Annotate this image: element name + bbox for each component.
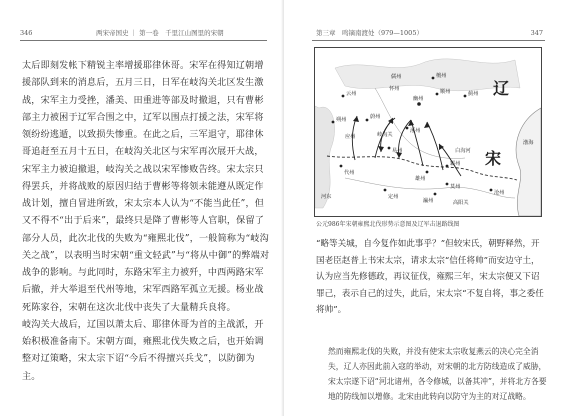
map-label-yizhou: 易州 bbox=[392, 148, 403, 154]
historical-map bbox=[314, 47, 542, 217]
right-body-text bbox=[316, 236, 548, 319]
arrow-head-6 bbox=[353, 116, 359, 122]
map-label-bazhou: 霸州 bbox=[450, 161, 461, 167]
map-label-yingzhou: 瀛州 bbox=[423, 198, 434, 204]
quote-paragraph-1: 然而雍熙北伐的失败，并没有使宋太宗收复燕云的决心完全消失，辽人亦因此前入寇的举动，对宋朝的北方防线造成了威胁，宋太宗遂下诏“河北诸州，各令修城，以备其冲”，并将北方各要地的防线加以增修。北宋由此转向以防守为主的对辽战略。 bbox=[328, 347, 547, 401]
map-label-daizhou: 代州 bbox=[344, 170, 355, 176]
left-header-rule bbox=[20, 40, 267, 41]
map-label-hedong: 河东 bbox=[321, 194, 332, 200]
city-marker-yizhou bbox=[388, 147, 391, 150]
river-2 bbox=[345, 178, 515, 198]
city-marker-shunzhou bbox=[436, 93, 439, 96]
map-label-tanzhou: 檀州 bbox=[436, 73, 447, 79]
city-marker-daizhou bbox=[340, 165, 343, 168]
map-label-mozhou: 莫州 bbox=[450, 184, 461, 190]
map-label-song: 宋 bbox=[485, 149, 502, 168]
arrow-route-1 bbox=[411, 120, 423, 166]
map-label-liao: 辽 bbox=[493, 79, 510, 98]
left-paragraph-2: 岐沟关大战后，辽国以萧太后、耶律休哥为首的主战派，开始积极准备南下。宋朝方面，雍熙北伐失败之后，也开始调整对辽策略，宋太宗下诏“今后不得擅兴兵戈”，以防御为主。 bbox=[22, 319, 264, 382]
city-marker-tanzhou bbox=[432, 77, 435, 80]
map-label-cangzhou: 沧州 bbox=[494, 190, 505, 196]
arrow-route-3 bbox=[375, 118, 393, 158]
map-label-zhuozhou: 涿州 bbox=[410, 128, 421, 134]
city-marker-zhuozhou bbox=[406, 127, 409, 130]
city-marker-jizhou bbox=[464, 95, 467, 98]
city-marker-yunzhou bbox=[342, 95, 345, 98]
arrow-head-1 bbox=[408, 120, 414, 126]
city-marker-yingzhou bbox=[434, 193, 437, 196]
map-label-qigou: 岐沟关 bbox=[377, 132, 393, 138]
right-running-head: 第三章 鸣镝南渡处（979—1005） bbox=[316, 29, 423, 37]
arrow-head-5 bbox=[378, 146, 384, 152]
block-quote bbox=[328, 344, 548, 404]
map-label-xiongzhou: 雄州 bbox=[415, 176, 426, 182]
left-paragraph-1: 太后即刻发帐下精锐主率增援耶律休哥。宋军在得知辽朝增援部队到来的消息后，五月三日，日军在岐沟关北区发生激战，宋军主力受挫，潘美、田重进等部及时撤退，只有曹彬部主力被困于辽军合围之中，辽军以围点打援之法，宋军将领纷纷逃遁，以致损失惨重。在此之后，三军退守，耶律休哥追赶至五月十五日，在岐沟关北区与宋军再次展开大战，宋军主力被迫撤退，岐沟关之战以宋军惨败告终。宋太宗只得罢兵，并将战败的原因归结于曹彬等将领未能遵从既定作战计划，擅自冒进所致，宋太宗本人认为“不能当此任”，但又不得不“出于后来”，最终只是降了曹彬等人官职，保留了部分人员，此次北伐的失败为“雍熙北伐”，一般简称为“岐沟关之战”，以表明当时宋朝“重文轻武”与“将从中御”的弊端对战争的影响。与此同时，东路宋军主力被歼，中西两路宋军后撤，并大举退至代州等地，宋军西路军孤立无援。杨业战死陈家谷，宋朝在这次北伐中丧失了大量精兵良将。 bbox=[22, 61, 270, 313]
city-marker-mozhou bbox=[446, 183, 449, 186]
map-label-weizhou: 蔚州 bbox=[370, 114, 381, 120]
map-label-huai: 怀州 bbox=[389, 86, 400, 92]
city-marker-shuozhou bbox=[332, 121, 335, 124]
map-label-baigou: 白沟河 bbox=[455, 148, 471, 154]
right-page bbox=[284, 0, 567, 416]
city-marker-bazhou bbox=[446, 165, 449, 168]
city-marker-cangzhou bbox=[490, 189, 493, 192]
city-marker-xiongzhou bbox=[426, 171, 429, 174]
left-body-text bbox=[22, 58, 270, 386]
map-svg bbox=[315, 48, 541, 216]
map-label-yingzhou2: 应州 bbox=[345, 134, 356, 140]
map-label-bohai: 渤海 bbox=[523, 140, 534, 146]
left-page bbox=[0, 0, 283, 416]
right-header-rule bbox=[312, 40, 545, 41]
campaign-arrows bbox=[352, 116, 461, 176]
map-label-shuozhou: 朔州 bbox=[336, 117, 347, 123]
city-marker-youzhou bbox=[417, 102, 421, 106]
mountain-range-west bbox=[315, 106, 335, 208]
city-marker-dingzhou bbox=[384, 189, 387, 192]
map-caption: 公元986年宋朝雍熙北伐形势示意图及辽军击退路线图 bbox=[316, 221, 460, 228]
coastline bbox=[516, 108, 541, 216]
right-paragraph-1: “略等关城，自今复作如此事乎？”但较宋氏，朝野释然，开国老臣赵普上书宋太宗，请求太宗“信任将帅”而安边守土，认为应当先修德政，再议征伐，雍熙三年，宋太宗便又下诏罪己，表示自己的过失，此后，宋太宗“不复自将，事之委任将帅”。 bbox=[316, 239, 544, 315]
left-running-head: 两宋帝国史 ｜ 第一卷 千里江山图里的宋朝 bbox=[96, 29, 224, 37]
map-label-jizhou: 蓟州 bbox=[468, 91, 479, 97]
right-page-number: 347 bbox=[530, 29, 543, 37]
map-label-youzhou: 幽州 bbox=[413, 96, 424, 102]
map-label-gaoyang: 高阳关 bbox=[453, 200, 469, 206]
map-label-yunzhou: 云州 bbox=[346, 91, 357, 97]
left-page-number: 346 bbox=[20, 29, 33, 37]
map-label-dingzhou: 定州 bbox=[388, 194, 399, 200]
map-label-ruzhou: 儒州 bbox=[391, 74, 402, 80]
arrow-head-2 bbox=[424, 122, 430, 128]
city-marker-weizhou bbox=[366, 119, 369, 122]
map-label-shunzhou: 顺州 bbox=[440, 89, 451, 95]
